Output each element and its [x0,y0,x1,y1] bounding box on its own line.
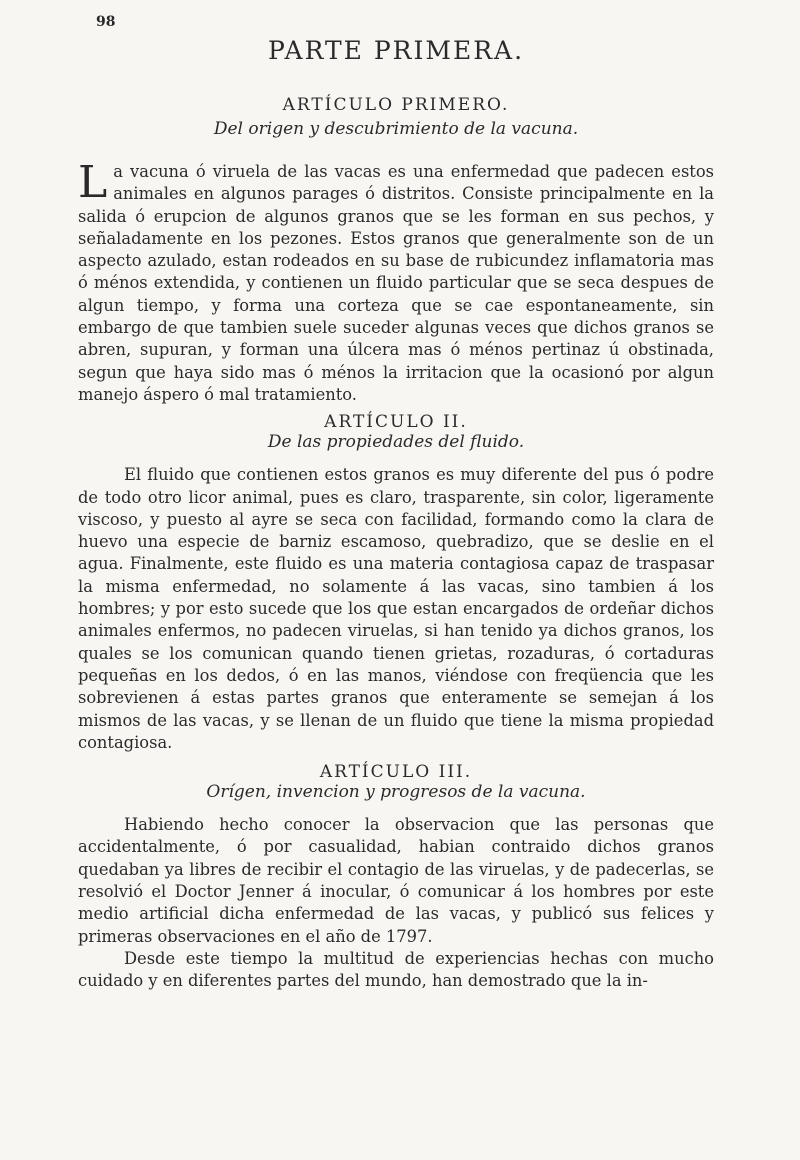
article-2-subtitle: De las propiedades del fluido. [267,432,525,453]
article-2 [78,412,714,754]
article-1-subtitle: Del origen y descubrimiento de la vacuna. [213,119,579,139]
page-number: 98 [96,14,116,30]
article-2-heading: ARTÍCULO II. [324,412,468,433]
article-3 [78,762,714,992]
running-head: PARTE PRIMERA. [267,36,525,65]
article-1-paragraph-text: a vacuna ó viruela de las vacas es una enfermedad que padecen estos animales en algunos parages ó distritos. Consiste principalmente en la salida ó erupcion de algunos granos que se les forman en sus pechos, y señaladamente en los pezones. Estos granos que generalmente son de un aspecto azulado, estan rodeados en su base de rubicundez inflamatoria mas ó ménos extendida, y contienen un fluido particular que se seca despues de algun tiempo, y forma una corteza que se cae espontaneamente, sin embargo de que tambien suele suceder algunas veces que dichos granos se abren, supuran, y forman una úlcera mas ó ménos pertinaz ú obstinada, segun que haya sido mas ó ménos la irritacion que la ocasionó por algun manejo áspero ó mal tratamiento. [78,162,714,404]
article-2-paragraph: El fluido que contienen estos granos es muy diferente del pus ó podre de todo otro licor animal, pues es claro, trasparente, sin color, ligeramente viscoso, y puesto al ayre se seca con facilidad, formando como la clara de huevo una especie de barniz escamoso, quebradizo, que se deslie en el agua. Finalmente, este fluido es una materia contagiosa capaz de traspasar la misma enfermedad, no solamente á las vacas, sino tambien á los hombres; y por esto sucede que los que estan encargados de ordeñar dichos animales enfermos, no padecen viruelas, si han tenido ya dichos granos, los quales se los comunican quando tienen grietas, rozaduras, ó cortaduras pequeñas en los dedos, ó en las manos, viéndose con freqüencia que les sobrevienen á estas partes granos que enteramente se semejan á los mismos de las vacas, y se llenan de un fluido que tiene la misma propiedad contagiosa. [78,465,714,752]
article-3-heading: ARTÍCULO III. [319,762,473,783]
article-1 [78,95,714,406]
article-1-heading: ARTÍCULO PRIMERO. [282,95,510,115]
article-3-paragraph-1: Habiendo hecho conocer la observacion que las personas que accidentalmente, ó por casualidad, habian contraido dichos granos quedaban ya libres de recibir el contagio de las viruelas, y de padecerlas, se resolvió el Doctor Jenner á inocular, ó comunicar á los hombres por este medio artificial dicha enfermedad de las vacas, y publicó sus felices y primeras observaciones en el año de 1797. [78,815,714,946]
article-3-subtitle: Orígen, invencion y progresos de la vacuna. [206,782,586,803]
drop-cap: L [78,157,108,208]
article-3-paragraph-2: Desde este tiempo la multitud de experiencias hechas con mucho cuidado y en diferentes partes del mundo, han demostrado que la in- [78,948,714,991]
article-1-paragraph [78,157,714,406]
